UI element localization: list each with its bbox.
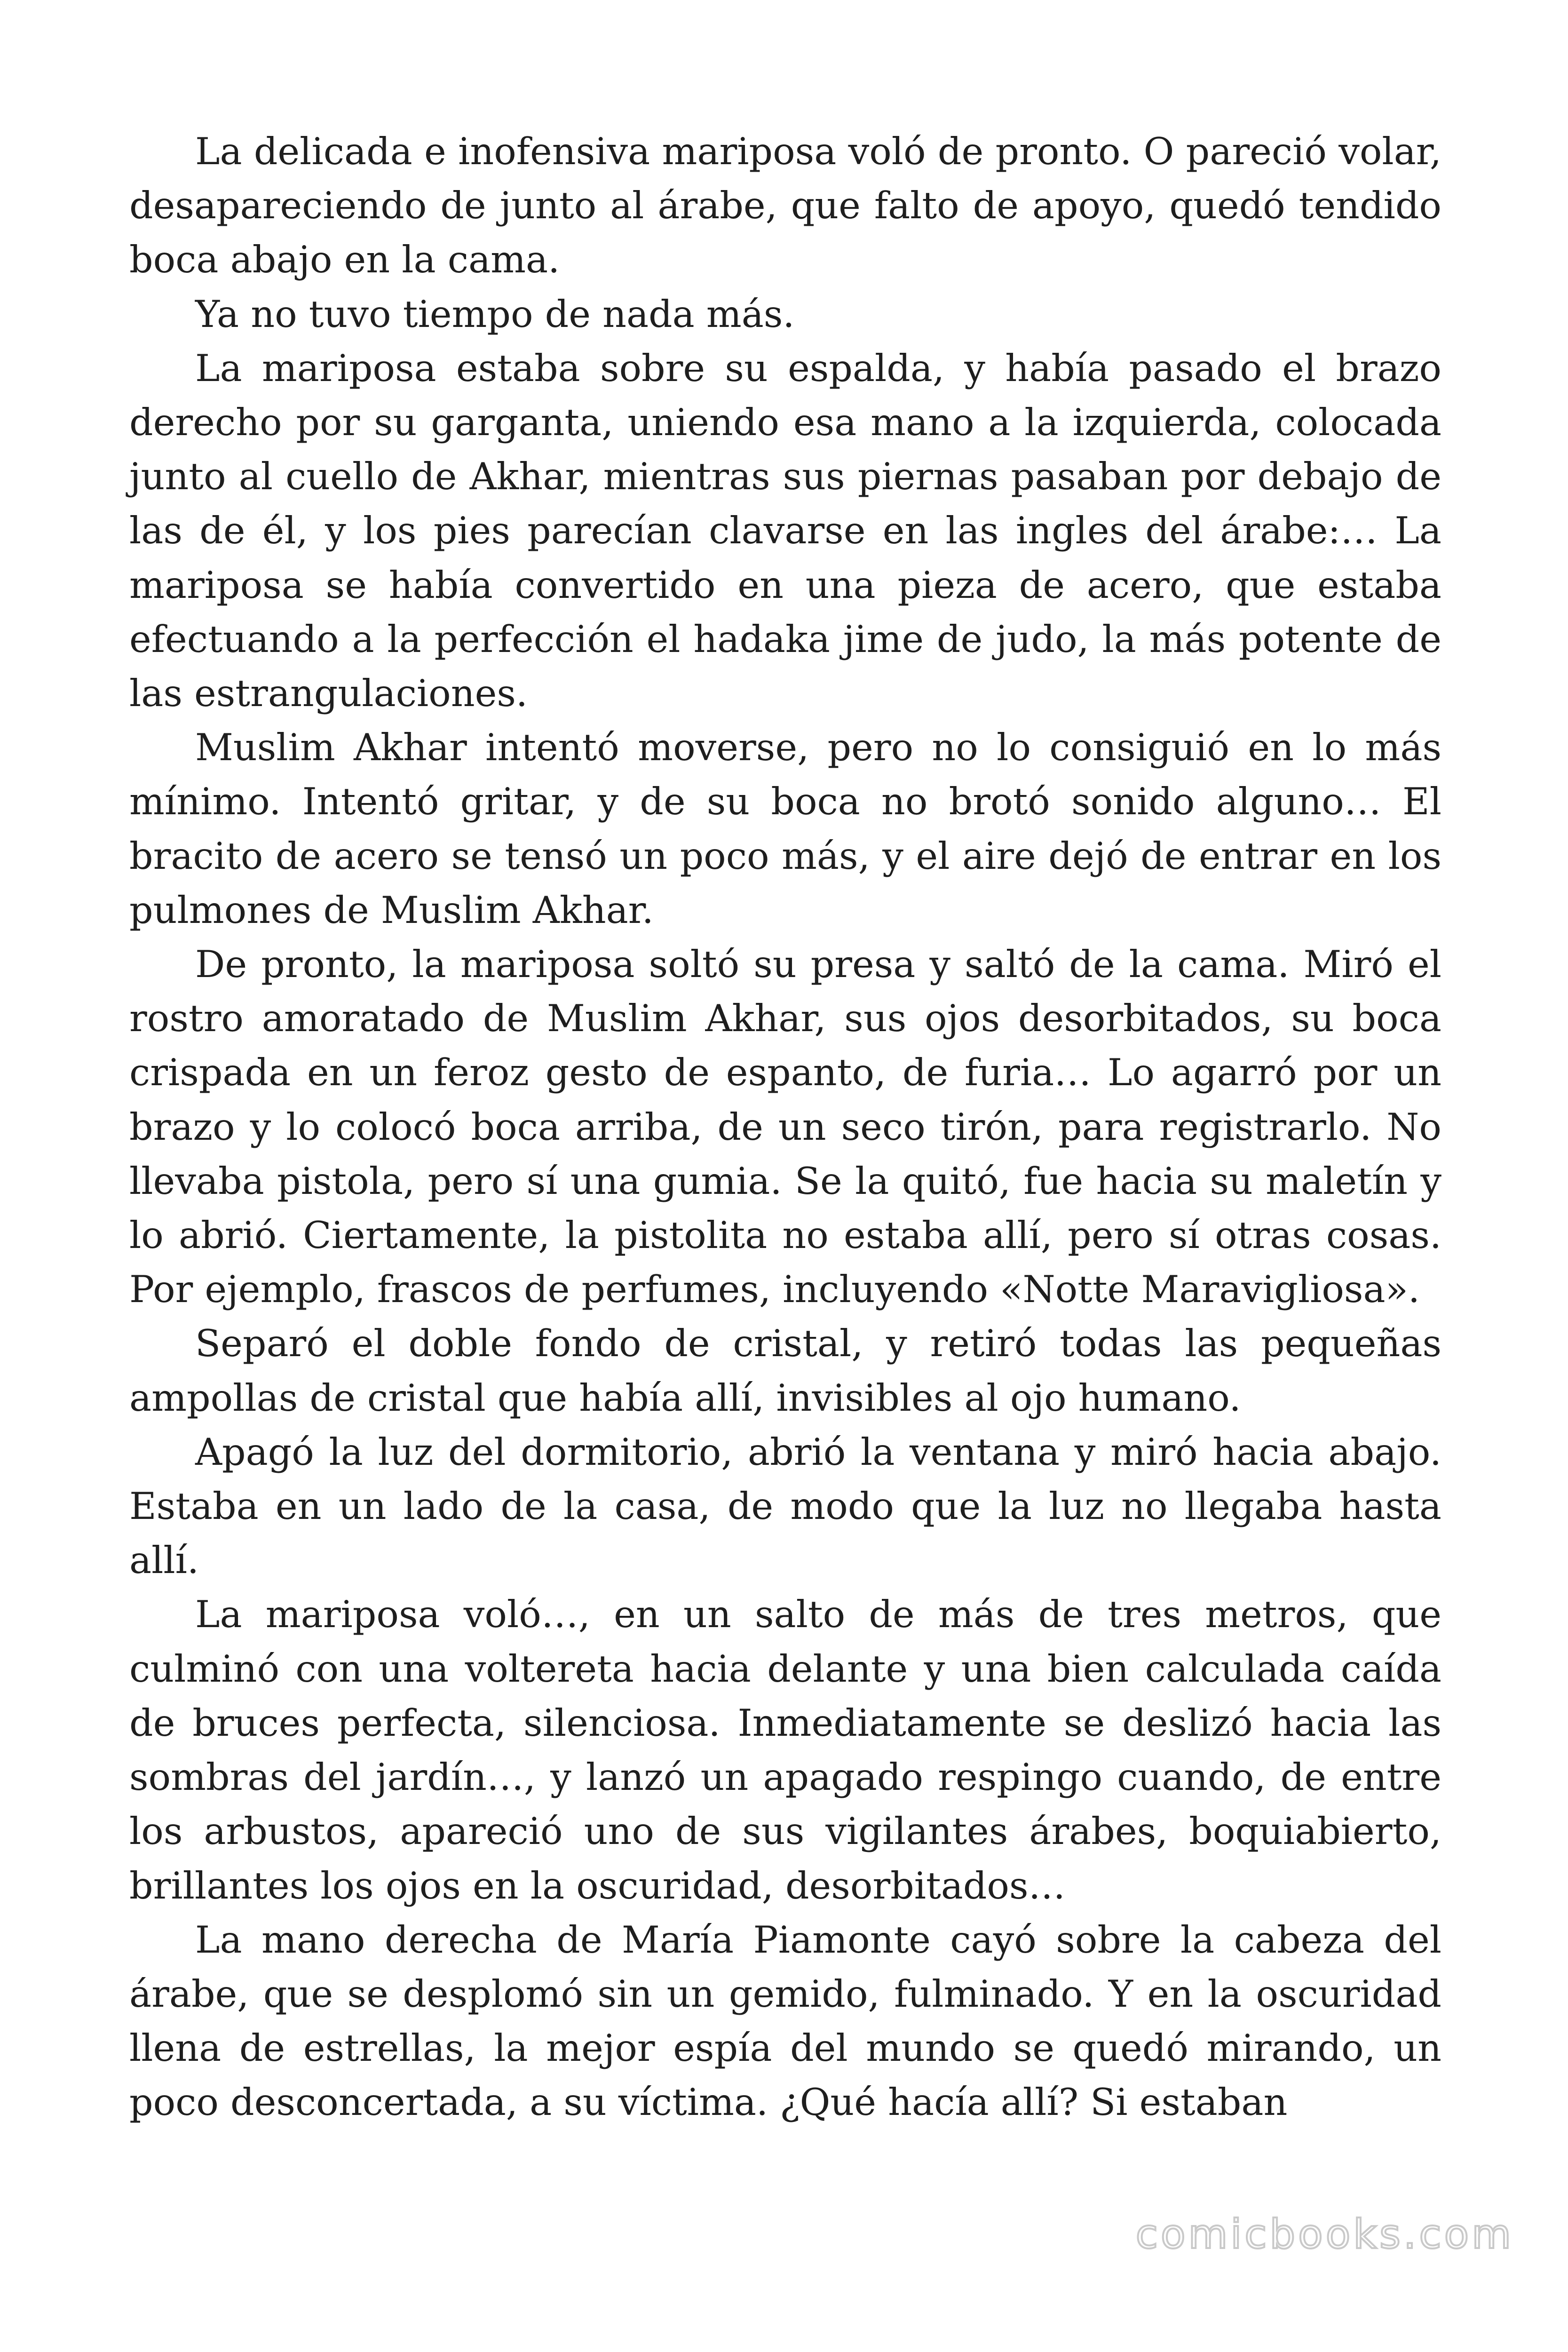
paragraph: La mariposa voló…, en un salto de más de tres metros, que culminó con una voltereta hacia delante y una bien calculada caída de bruces perfecta, silenciosa. Inmediatamente se deslizó hacia las sombras del jardín…, y lanzó un apagado respingo cuando, de entre los arbustos, apareció uno de sus vigilantes árabes, boquiabierto, brillantes los ojos en la oscuridad, desorbitados… (129, 1593, 1441, 1907)
paragraph: La mariposa estaba sobre su espalda, y había pasado el brazo derecho por su garganta, uniendo esa mano a la izquierda, colocada junto al cuello de Akhar, mientras sus piernas pasaban por debajo de las de él, y los pies parecían clavarse en las ingles del árabe:… La mariposa se había convertido en una pieza de acero, que estaba efectuando a la perfección el hadaka jime de judo, la más potente de las estrangulaciones. (129, 346, 1441, 715)
paragraph: Muslim Akhar intentó moverse, pero no lo consiguió en lo más mínimo. Intentó gritar, y de su boca no brotó sonido alguno… El bracito de acero se tensó un poco más, y el aire dejó de entrar en los pulmones de Muslim Akhar. (129, 726, 1441, 932)
paragraph: Apagó la luz del dormitorio, abrió la ventana y miró hacia abajo. Estaba en un lado de la casa, de modo que la luz no llegaba hasta allí. (129, 1430, 1441, 1582)
paragraph: La mano derecha de María Piamonte cayó sobre la cabeza del árabe, que se desplomó sin un gemido, fulminado. Y en la oscuridad llena de estrellas, la mejor espía del mundo se quedó mirando, un poco desconcertada, a su víctima. ¿Qué hacía allí? Si estaban (129, 1918, 1441, 2124)
paragraph: De pronto, la mariposa soltó su presa y saltó de la cama. Miró el rostro amoratado de Muslim Akhar, sus ojos desorbitados, su boca crispada en un feroz gesto de espanto, de furia… Lo agarró por un brazo y lo colocó boca arriba, de un seco tirón, para registrarlo. No llevaba pistola, pero sí una gumia. Se la quitó, fue hacia su maletín y lo abrió. Ciertamente, la pistolita no estaba allí, pero sí otras cosas. Por ejemplo, frascos de perfumes, incluyendo «Notte Maravigliosa». (129, 943, 1441, 1311)
paragraph: La delicada e inofensiva mariposa voló de pronto. O pareció volar, desapareciendo de junto al árabe, que falto de apoyo, quedó tendido boca abajo en la cama. (129, 130, 1441, 282)
body-text (129, 125, 1441, 2130)
watermark: comicbooks.com (1135, 2211, 1514, 2258)
paragraph: Separó el doble fondo de cristal, y retiró todas las pequeñas ampollas de cristal que había allí, invisibles al ojo humano. (129, 1322, 1441, 1420)
paragraph: Ya no tuvo tiempo de nada más. (195, 292, 795, 336)
